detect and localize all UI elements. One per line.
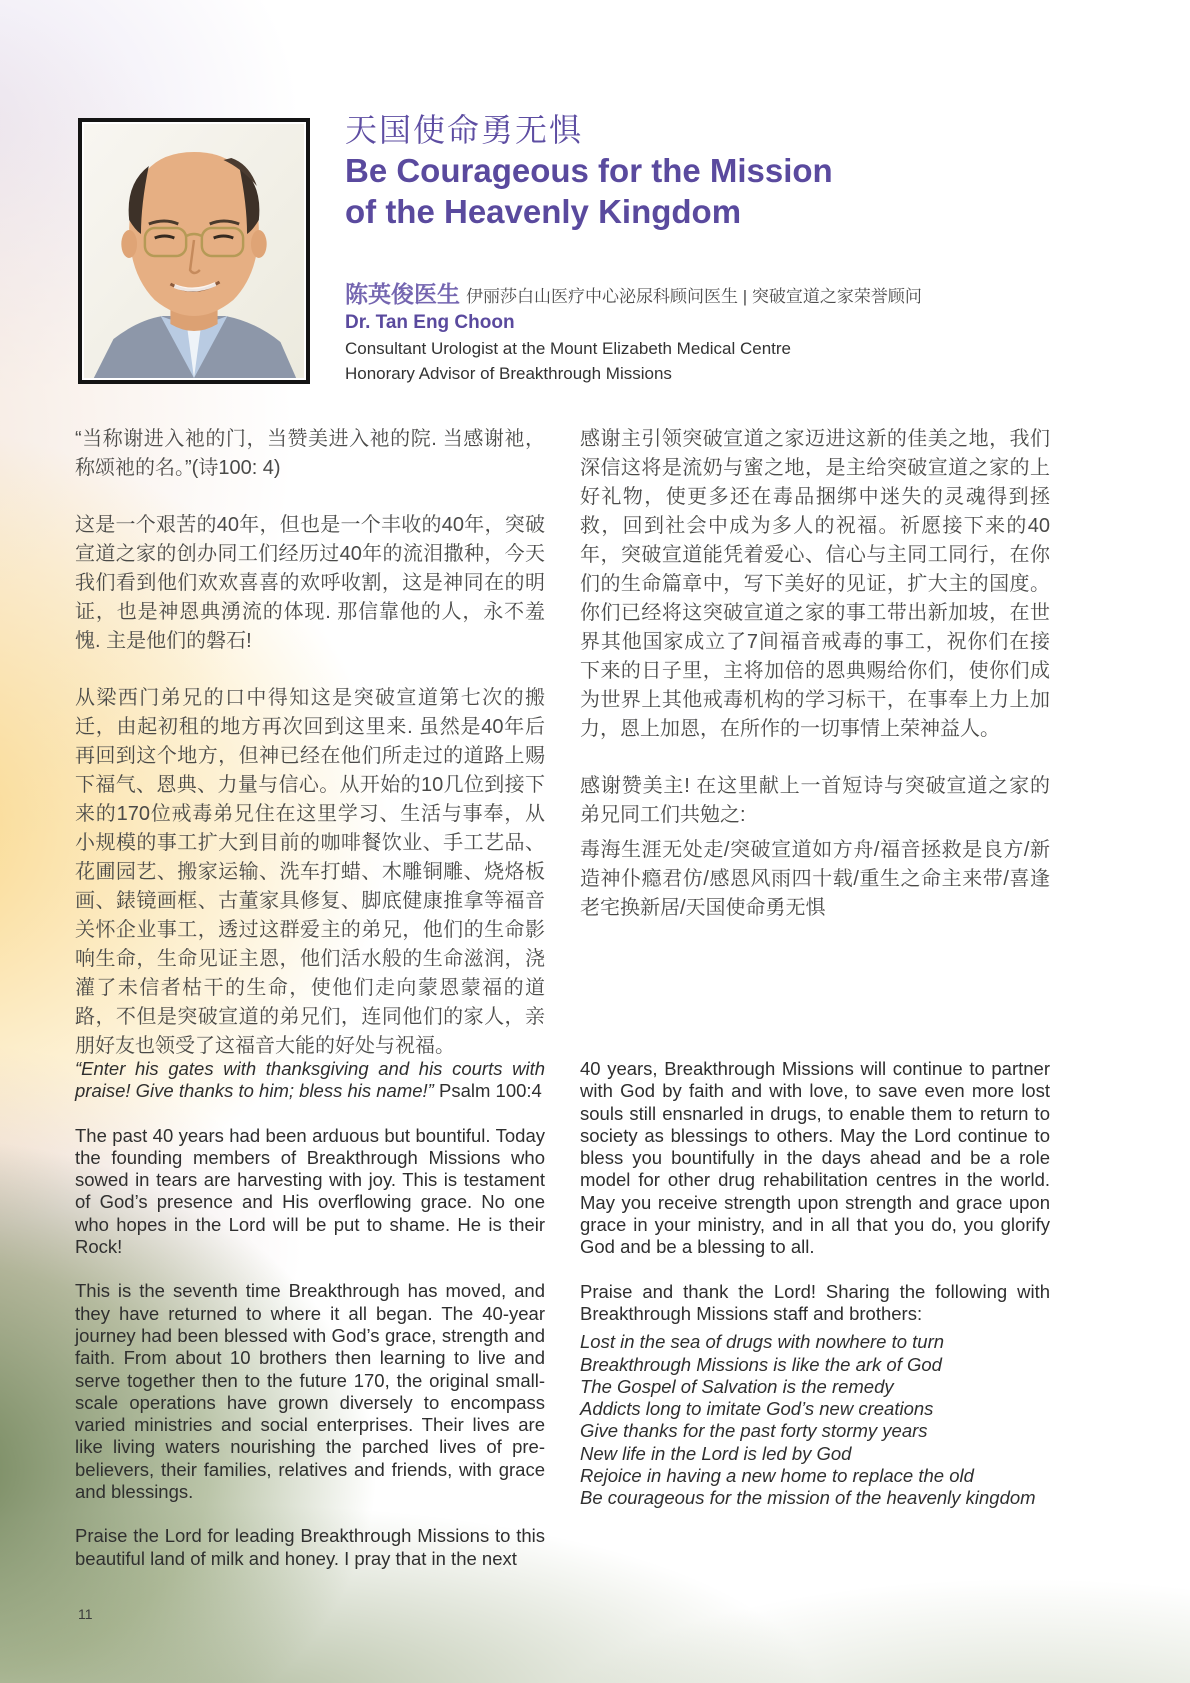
english-column-left [75,1058,545,1592]
page-title-english-line1: Be Courageous for the Mission [345,152,833,189]
author-name-chinese: 陈英俊医生 [345,281,460,307]
zh-right-paragraph-1: 感谢主引领突破宣道之家迈进这新的佳美之地，我们深信这将是流奶与蜜之地，是主给突破宣道之家的上好礼物，使更多还在毒品捆绑中迷失的灵魂得到拯救，回到社会中成为多人的祝福。祈愿接下来的40年，突破宣道能凭着爱心、信心与主同工同行，在你们的生命篇章中，写下美好的见证，扩大主的国度。你们已经将这突破宣道之家的事工带出新加坡，在世界其他国家成立了7间福音戒毒的事工，祝你们在接下来的日子里，主将加倍的恩典赐给你们，使你们成为世界上其他戒毒机构的学习标干，在事奉上力上加力，恩上加恩，在所作的一切事情上荣神益人。 [580,428,1050,740]
zh-left-psalm-quote: “当称谢进入祂的门，当赞美进入祂的院. 当感谢祂，称颂祂的名。”(诗100: 4) [75,428,545,479]
author-role-1: Consultant Urologist at the Mount Elizabeth Medical Centre [345,339,792,358]
author-desc-chinese: 伊丽莎白山医疗中心泌尿科顾问医生 | 突破宣道之家荣誉顾问 [466,287,922,306]
english-column-right [580,1058,1050,1510]
en-poem-line-5: Give thanks for the past forty stormy years [580,1420,928,1442]
author-line-chinese [345,281,1045,310]
portrait-photo [78,118,310,384]
en-poem-line-4: Addicts long to imitate God’s new creations [580,1398,934,1420]
en-left-paragraph-4: Praise the Lord for leading Breakthrough Missions to this beautiful land of milk and honey. I pray that in the next [75,1525,545,1569]
en-poem-line-6: New life in the Lord is led by God [580,1442,852,1464]
page-number: 11 [78,1606,93,1622]
en-poem [580,1331,1050,1509]
zh-right-paragraph-2: 感谢赞美主! 在这里献上一首短诗与突破宣道之家的弟兄同工们共勉之: [580,775,1050,826]
zh-left-paragraph-2: 这是一个艰苦的40年，但也是一个丰收的40年，突破宣道之家的创办同工们经历过40年的流泪撒种，今天我们看到他们欢欢喜喜的欢呼收割，这是神同在的明证，也是神恩典湧流的体现. 那信靠他的人，永不羞愧. 主是他们的磐石! [75,514,545,652]
en-left-paragraph-2: The past 40 years had been arduous but bountiful. Today the founding members of Breakthrough Missions who sowed in tears are harvesting with joy. This is testament of God’s presence and His overflowing grace. No one who hopes in the Lord will be put to shame. He is their Rock! [75,1124,545,1258]
en-left-paragraph-3: This is the seventh time Breakthrough has moved, and they have returned to where it all began. The 40-year journey had been blessed with God’s grace, strength and faith. From about 10 brothers then learning to live and serve together then to the future 170, the original small-scale operations have grown diversely to encompass varied ministries and social enterprises. Their lives are like living waters nourishing the parched lives of pre-believers, their families, relatives and friends, with grace and blessings. [75,1280,545,1503]
author-role-2: Honorary Advisor of Breakthrough Missions [345,364,672,383]
author-name-english: Dr. Tan Eng Choon [345,312,515,333]
zh-poem: 毒海生涯无处走/突破宣道如方舟/福音拯救是良方/新造神仆瘾君仿/感恩风雨四十载/重生之命主来带/喜逢老宅换新居/天国使命勇无惧 [580,839,1050,919]
page-title-english-line2: of the Heavenly Kingdom [345,193,742,230]
zh-left-paragraph-3: 从梁西门弟兄的口中得知这是突破宣道第七次的搬迁，由起初租的地方再次回到这里来. 虽然是40年后再回到这个地方，但神已经在他们所走过的道路上赐下福气、恩典、力量与信心。从开始的10几位到接下来的170位戒毒弟兄住在这里学习、生活与事奉，从小规模的事工扩大到目前的咖啡餐饮业、手工艺品、花圃园艺、搬家运输、洗车打蜡、木雕铜雕、烧烙板画、錶镜画框、古董家具修复、脚底健康推拿等福音关怀企业事工，透过这群爱主的弟兄，他们的生命影响生命，生命见证主恩，他们活水般的生命滋润，浇灌了未信者枯干的生命，使他们走向蒙恩蒙福的道路，不但是突破宣道的弟兄们，连同他们的家人，亲朋好友也领受了这福音大能的好处与祝福。 [75,687,545,1057]
chinese-column-right [580,425,1050,951]
chinese-column-left [75,425,545,1089]
en-right-paragraph-2: Praise and thank the Lord! Sharing the following with Breakthrough Missions staff and brothers: [580,1280,1050,1324]
author-block [345,281,1045,386]
en-poem-line-7: Rejoice in having a new home to replace the old [580,1465,974,1487]
en-right-paragraph-1: 40 years, Breakthrough Missions will continue to partner with God by faith and with love, to save even more lost souls still ensnarled in drugs, to enable them to return to society as blessings to others. May the Lord continue to bless you bountifully in the days ahead and be a role model for other drug rehabilitation centres in the world. May you receive strength upon strength and grace upon grace in your ministry, and in all that you do, you glorify God and be a blessing to all. [580,1058,1050,1258]
en-psalm-quote [75,1058,545,1103]
en-psalm-quote-ref: Psalm 100:4 [433,1080,542,1102]
en-psalm-quote-text: “Enter his gates with thanksgiving and his courts with praise! Give thanks to him; bless his name!” [75,1058,545,1102]
en-poem-line-3: The Gospel of Salvation is the remedy [580,1375,894,1397]
portrait-illustration [84,124,304,378]
page-title-chinese: 天国使命勇无惧 [345,112,584,148]
en-poem-line-2: Breakthrough Missions is like the ark of God [580,1353,942,1375]
en-poem-line-1: Lost in the sea of drugs with nowhere to turn [580,1331,945,1353]
page-title-english [345,150,833,232]
en-poem-line-8: Be courageous for the mission of the heavenly kingdom [580,1487,1036,1509]
